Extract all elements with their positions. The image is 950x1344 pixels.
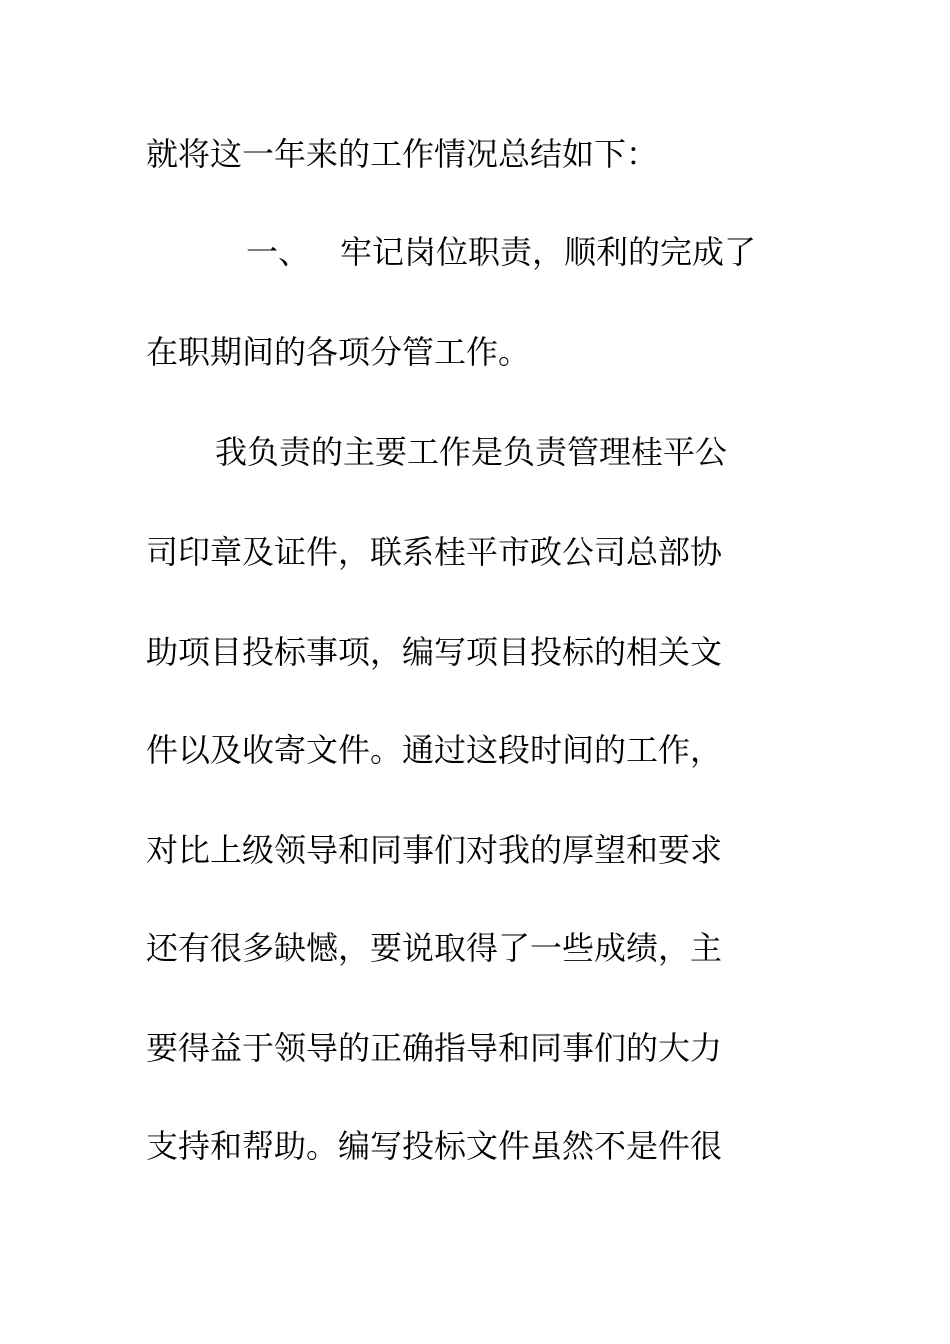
text-line-8: 对比上级领导和同事们对我的厚望和要求 [146, 831, 723, 869]
text-line-1: 就将这一年来的工作情况总结如下： [146, 135, 659, 173]
text-line-6: 助项目投标事项，编写项目投标的相关文 [146, 633, 723, 671]
text-line-5: 司印章及证件，联系桂平市政公司总部协 [146, 533, 723, 571]
text-line-7: 件以及收寄文件。通过这段时间的工作， [146, 731, 723, 769]
section-number: 一、 [246, 233, 311, 271]
section-heading [246, 230, 906, 274]
text-line-10: 要得益于领导的正确指导和同事们的大力 [146, 1029, 723, 1067]
text-line-3: 在职期间的各项分管工作。 [146, 333, 531, 371]
section-title: 牢记岗位职责，顺利的完成了 [340, 233, 757, 271]
text-line-9: 还有很多缺憾，要说取得了一些成绩，主 [146, 929, 723, 967]
text-line-11: 支持和帮助。编写投标文件虽然不是件很 [146, 1127, 723, 1165]
paragraph-first-line: 我负责的主要工作是负责管理桂平公 [215, 433, 728, 471]
